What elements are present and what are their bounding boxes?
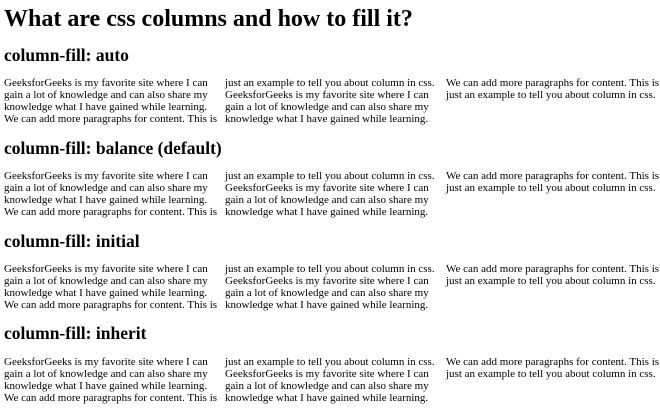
text-line: gain a lot of knowledge and can also share my: [225, 380, 429, 392]
column-1: [4, 77, 218, 125]
text-line: We can add more paragraphs for content. This is: [4, 392, 218, 404]
text-line: knowledge what I have gained while learning.: [4, 194, 208, 206]
text-line: just an example to tell you about column in css.: [225, 263, 435, 275]
text-line: GeeksforGeeks is my favorite site where I can: [225, 89, 429, 101]
text-line: just an example to tell you about column in css.: [446, 275, 656, 287]
page-title: What are css columns and how to fill it?: [4, 6, 413, 32]
text-line: just an example to tell you about column in css.: [225, 356, 435, 368]
text-line: gain a lot of knowledge and can also share my: [4, 89, 208, 101]
text-line: We can add more paragraphs for content. This is: [4, 206, 218, 218]
text-line: We can add more paragraphs for content. This is: [446, 170, 660, 182]
column-2: [225, 77, 439, 125]
column-1: [4, 263, 218, 311]
text-line: knowledge what I have gained while learning.: [225, 299, 429, 311]
section-heading-balance: column-fill: balance (default): [4, 138, 222, 158]
text-line: knowledge what I have gained while learning.: [4, 287, 208, 299]
section-heading-auto: column-fill: auto: [4, 45, 129, 65]
section-heading-inherit: column-fill: inherit: [4, 323, 147, 343]
text-line: just an example to tell you about column in css.: [446, 182, 656, 194]
text-line: We can add more paragraphs for content. This is: [4, 299, 218, 311]
text-line: gain a lot of knowledge and can also share my: [4, 182, 208, 194]
text-line: gain a lot of knowledge and can also share my: [225, 101, 429, 113]
column-2: [225, 356, 439, 404]
text-line: knowledge what I have gained while learning.: [225, 392, 429, 404]
text-line: GeeksforGeeks is my favorite site where I can: [225, 275, 429, 287]
section-heading-initial: column-fill: initial: [4, 231, 140, 251]
text-line: GeeksforGeeks is my favorite site where I can: [4, 263, 208, 275]
text-line: GeeksforGeeks is my favorite site where I can: [225, 368, 429, 380]
text-line: GeeksforGeeks is my favorite site where I can: [4, 356, 208, 368]
text-line: gain a lot of knowledge and can also share my: [225, 287, 429, 299]
column-3: [446, 356, 660, 380]
text-line: We can add more paragraphs for content. This is: [446, 263, 660, 275]
column-1: [4, 170, 218, 218]
text-line: GeeksforGeeks is my favorite site where I can: [225, 182, 429, 194]
text-line: just an example to tell you about column in css.: [225, 77, 435, 89]
text-line: We can add more paragraphs for content. This is: [446, 77, 660, 89]
text-line: knowledge what I have gained while learning.: [225, 206, 429, 218]
text-line: gain a lot of knowledge and can also share my: [4, 368, 208, 380]
text-line: knowledge what I have gained while learning.: [225, 113, 429, 125]
text-line: just an example to tell you about column in css.: [225, 170, 435, 182]
text-line: just an example to tell you about column in css.: [446, 89, 656, 101]
text-line: gain a lot of knowledge and can also share my: [225, 194, 429, 206]
text-line: We can add more paragraphs for content. This is: [446, 356, 660, 368]
column-1: [4, 356, 218, 404]
text-line: gain a lot of knowledge and can also share my: [4, 275, 208, 287]
column-2: [225, 263, 439, 311]
text-line: GeeksforGeeks is my favorite site where I can: [4, 77, 208, 89]
text-line: just an example to tell you about column in css.: [446, 368, 656, 380]
column-3: [446, 263, 660, 287]
text-line: We can add more paragraphs for content. This is: [4, 113, 218, 125]
text-line: knowledge what I have gained while learning.: [4, 101, 208, 113]
column-2: [225, 170, 439, 218]
column-3: [446, 77, 660, 101]
column-3: [446, 170, 660, 194]
text-line: GeeksforGeeks is my favorite site where I can: [4, 170, 208, 182]
text-line: knowledge what I have gained while learning.: [4, 380, 208, 392]
